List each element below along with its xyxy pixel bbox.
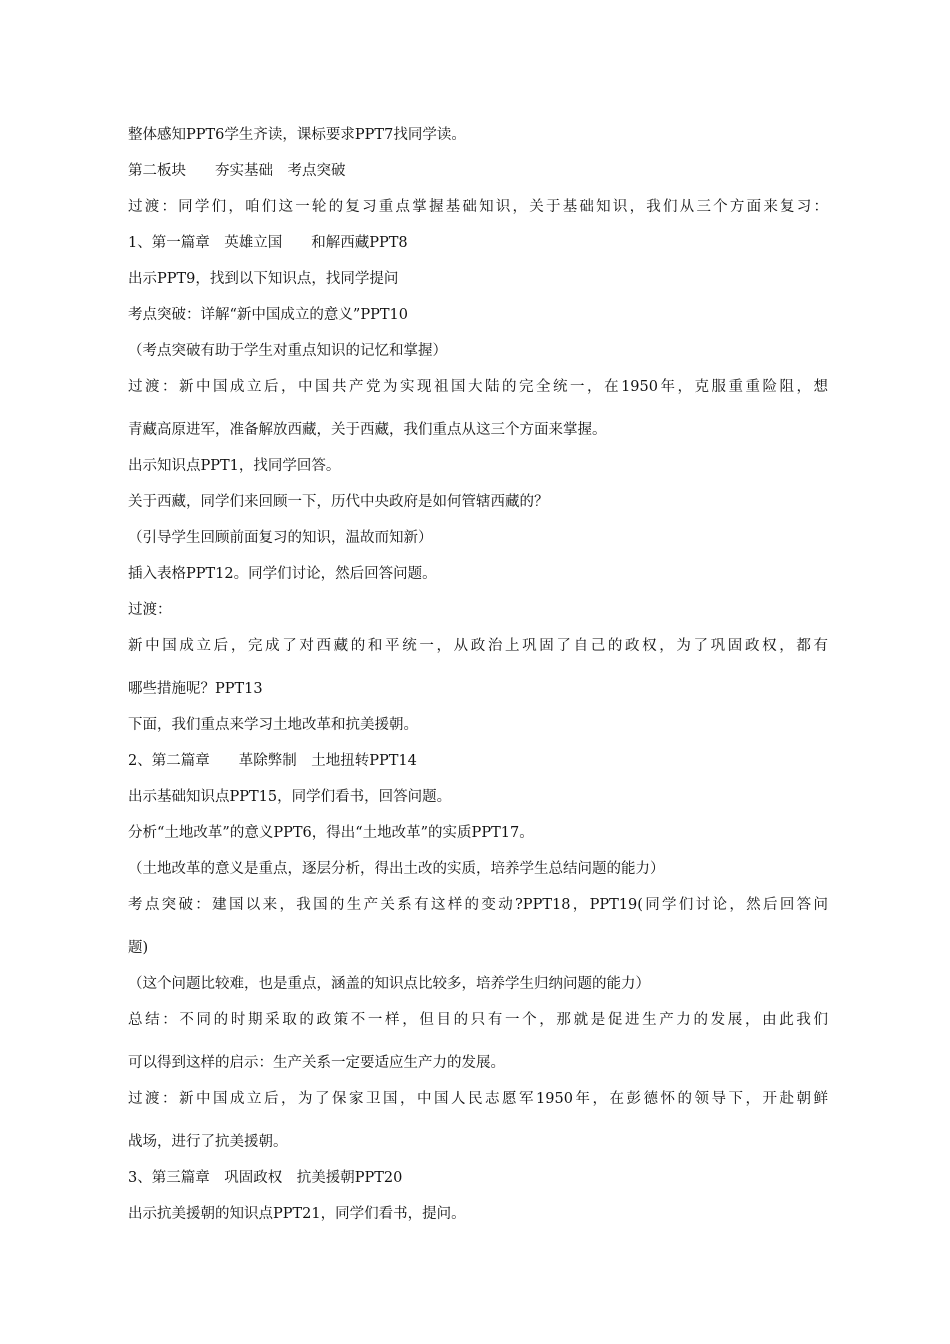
text-line: 整体感知PPT6学生齐读，课标要求PPT7找同学读。 <box>128 127 466 143</box>
section-heading: 第二板块 夯实基础 考点突破 <box>128 163 346 179</box>
text-line: 插入表格PPT12。同学们讨论，然后回答问题。 <box>128 566 437 582</box>
note-line: （这个问题比较难，也是重点，涵盖的知识点比较多，培养学生归纳问题的能力） <box>128 976 650 992</box>
chapter-heading: 3、第三篇章 巩固政权 抗美援朝PPT20 <box>128 1170 403 1186</box>
text-line: 考点突破：建国以来，我国的生产关系有这样的变动?PPT18，PPT19(同学们讨论，然后回答问 <box>128 897 828 913</box>
text-line: 哪些措施呢？PPT13 <box>128 681 263 697</box>
chapter-heading: 1、第一篇章 英雄立国 和解西藏PPT8 <box>128 235 408 251</box>
text-line: 战场，进行了抗美援朝。 <box>128 1134 288 1150</box>
text-line: 过渡： <box>128 602 172 618</box>
text-line: 新中国成立后，完成了对西藏的和平统一，从政治上巩固了自己的政权，为了巩固政权，都有 <box>128 638 828 654</box>
text-line: 过渡：新中国成立后，为了保家卫国，中国人民志愿军1950年，在彭德怀的领导下，开赴朝鲜 <box>128 1091 828 1107</box>
text-line: 过渡：新中国成立后，中国共产党为实现祖国大陆的完全统一，在1950年，克服重重险阻，想 <box>128 379 828 395</box>
text-line: 考点突破：详解“新中国成立的意义”PPT10 <box>128 307 408 323</box>
text-line: 题) <box>128 940 149 956</box>
text-line: 下面，我们重点来学习土地改革和抗美援朝。 <box>128 717 418 733</box>
text-line: 青藏高原进军，准备解放西藏，关于西藏，我们重点从这三个方面来掌握。 <box>128 422 607 438</box>
text-line: 出示PPT9，找到以下知识点，找同学提问 <box>128 271 399 287</box>
note-line: （土地改革的意义是重点，逐层分析，得出土改的实质，培养学生总结问题的能力） <box>128 861 665 877</box>
text-line: 出示知识点PPT1，找同学回答。 <box>128 458 341 474</box>
text-line: 出示基础知识点PPT15，同学们看书，回答问题。 <box>128 789 452 805</box>
chapter-heading: 2、第二篇章 革除弊制 土地扭转PPT14 <box>128 753 417 769</box>
text-line: 过渡：同学们，咱们这一轮的复习重点掌握基础知识，关于基础知识，我们从三个方面来复习： <box>128 199 828 215</box>
text-line: 分析“土地改革”的意义PPT6，得出“土地改革”的实质PPT17。 <box>128 825 534 841</box>
text-line: 总结：不同的时期采取的政策不一样，但目的只有一个，那就是促进生产力的发展，由此我们 <box>128 1012 828 1028</box>
note-line: （引导学生回顾前面复习的知识，温故而知新） <box>128 530 433 546</box>
note-line: （考点突破有助于学生对重点知识的记忆和掌握） <box>128 343 447 359</box>
text-line: 可以得到这样的启示：生产关系一定要适应生产力的发展。 <box>128 1055 505 1071</box>
document-body <box>128 125 828 1224</box>
text-line: 出示抗美援朝的知识点PPT21，同学们看书，提问。 <box>128 1206 466 1222</box>
text-line: 关于西藏，同学们来回顾一下，历代中央政府是如何管辖西藏的？ <box>128 494 549 510</box>
